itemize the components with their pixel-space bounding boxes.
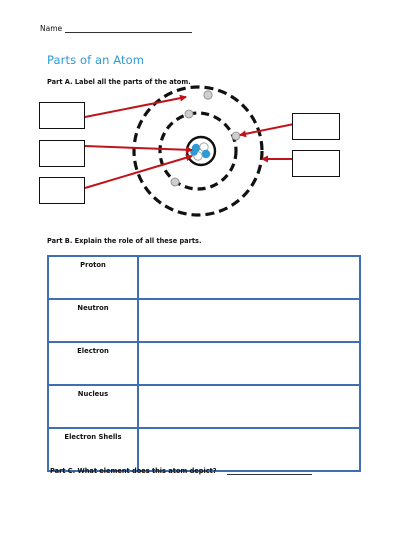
part-c-answer-line[interactable]: [227, 466, 312, 475]
answer-cell-electron-shells[interactable]: [138, 428, 360, 471]
label-box-left-3[interactable]: [39, 177, 85, 204]
row-label-electron-shells: Electron Shells: [48, 428, 138, 471]
answer-cell-electron[interactable]: [138, 342, 360, 385]
row-label-proton: Proton: [48, 256, 138, 299]
table-row: [48, 256, 360, 299]
table-row: [48, 385, 360, 428]
answer-cell-neutron[interactable]: [138, 299, 360, 342]
part-a-instruction: Part A. Label all the parts of the atom.: [47, 78, 191, 86]
label-box-right-2[interactable]: [292, 150, 340, 177]
part-c-row: [50, 466, 312, 475]
label-box-left-2[interactable]: [39, 140, 85, 167]
answer-cell-proton[interactable]: [138, 256, 360, 299]
arrow-left-top: [85, 97, 186, 117]
electron-particle: [204, 91, 212, 99]
part-b-instruction: Part B. Explain the role of all these parts.: [47, 237, 202, 245]
label-box-right-1[interactable]: [292, 113, 340, 140]
arrow-right-top: [240, 124, 294, 135]
row-label-neutron: Neutron: [48, 299, 138, 342]
row-label-electron: Electron: [48, 342, 138, 385]
parts-role-table: [47, 255, 361, 472]
table-row: [48, 342, 360, 385]
worksheet-title: Parts of an Atom: [47, 53, 145, 67]
electron-particle: [185, 110, 193, 118]
electron-particle: [232, 132, 240, 140]
part-c-question: Part C. What element does this atom depict?: [50, 467, 217, 475]
proton-particle: [202, 150, 210, 158]
table-row: [48, 428, 360, 471]
answer-cell-nucleus[interactable]: [138, 385, 360, 428]
arrow-left-middle: [85, 146, 192, 150]
label-box-left-1[interactable]: [39, 102, 85, 129]
electron-particle: [171, 178, 179, 186]
name-label: Name: [40, 24, 63, 33]
table-row: [48, 299, 360, 342]
row-label-nucleus: Nucleus: [48, 385, 138, 428]
